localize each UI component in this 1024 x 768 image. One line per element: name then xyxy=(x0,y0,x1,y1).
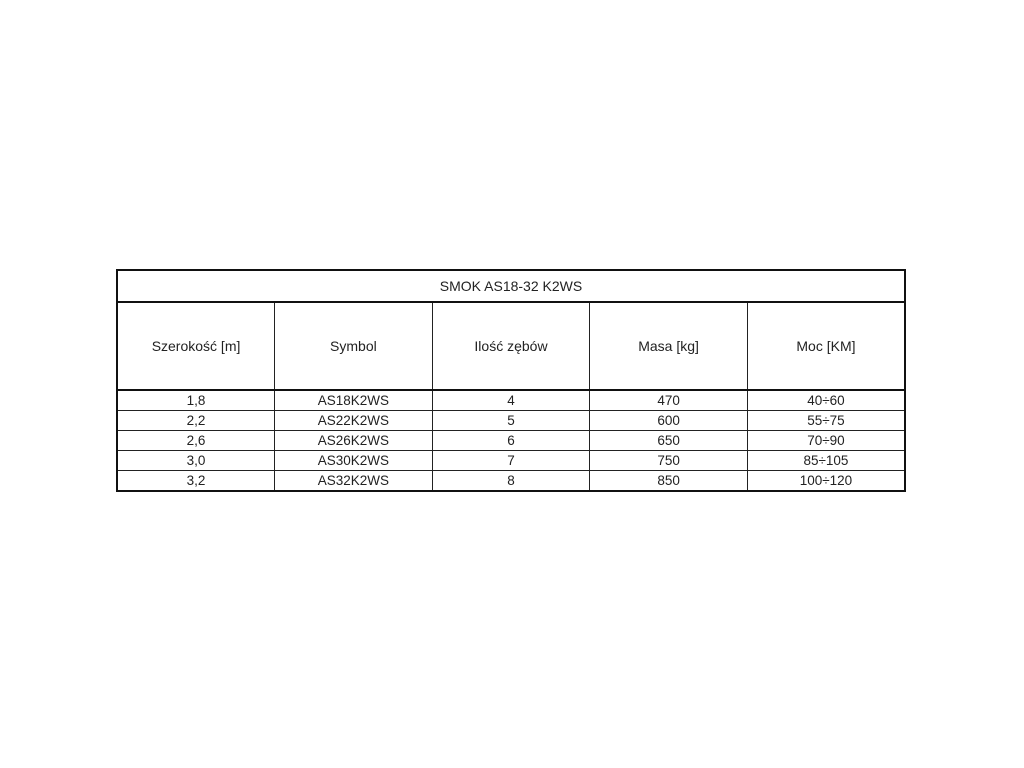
cell-teeth: 6 xyxy=(432,431,590,451)
column-header-power: Moc [KM] xyxy=(747,302,905,390)
cell-power: 100÷120 xyxy=(747,471,905,492)
table-title-row xyxy=(117,270,905,302)
column-header-symbol: Symbol xyxy=(275,302,433,390)
table-row xyxy=(117,471,905,492)
cell-power: 70÷90 xyxy=(747,431,905,451)
cell-teeth: 4 xyxy=(432,390,590,411)
cell-width: 2,2 xyxy=(117,411,275,431)
cell-power: 55÷75 xyxy=(747,411,905,431)
cell-symbol: AS22K2WS xyxy=(275,411,433,431)
cell-teeth: 7 xyxy=(432,451,590,471)
table-row xyxy=(117,451,905,471)
cell-mass: 470 xyxy=(590,390,748,411)
cell-mass: 850 xyxy=(590,471,748,492)
cell-symbol: AS30K2WS xyxy=(275,451,433,471)
table-row xyxy=(117,390,905,411)
column-header-mass: Masa [kg] xyxy=(590,302,748,390)
cell-mass: 750 xyxy=(590,451,748,471)
cell-power: 85÷105 xyxy=(747,451,905,471)
cell-width: 2,6 xyxy=(117,431,275,451)
spec-table xyxy=(116,269,906,492)
cell-symbol: AS26K2WS xyxy=(275,431,433,451)
cell-teeth: 8 xyxy=(432,471,590,492)
cell-symbol: AS32K2WS xyxy=(275,471,433,492)
cell-mass: 650 xyxy=(590,431,748,451)
table-row xyxy=(117,431,905,451)
cell-width: 3,0 xyxy=(117,451,275,471)
cell-width: 3,2 xyxy=(117,471,275,492)
table-title: SMOK AS18-32 K2WS xyxy=(117,270,905,302)
cell-symbol: AS18K2WS xyxy=(275,390,433,411)
cell-mass: 600 xyxy=(590,411,748,431)
table-header-row xyxy=(117,302,905,390)
cell-width: 1,8 xyxy=(117,390,275,411)
cell-power: 40÷60 xyxy=(747,390,905,411)
cell-teeth: 5 xyxy=(432,411,590,431)
column-header-width: Szerokość [m] xyxy=(117,302,275,390)
column-header-teeth: Ilość zębów xyxy=(432,302,590,390)
table-row xyxy=(117,411,905,431)
